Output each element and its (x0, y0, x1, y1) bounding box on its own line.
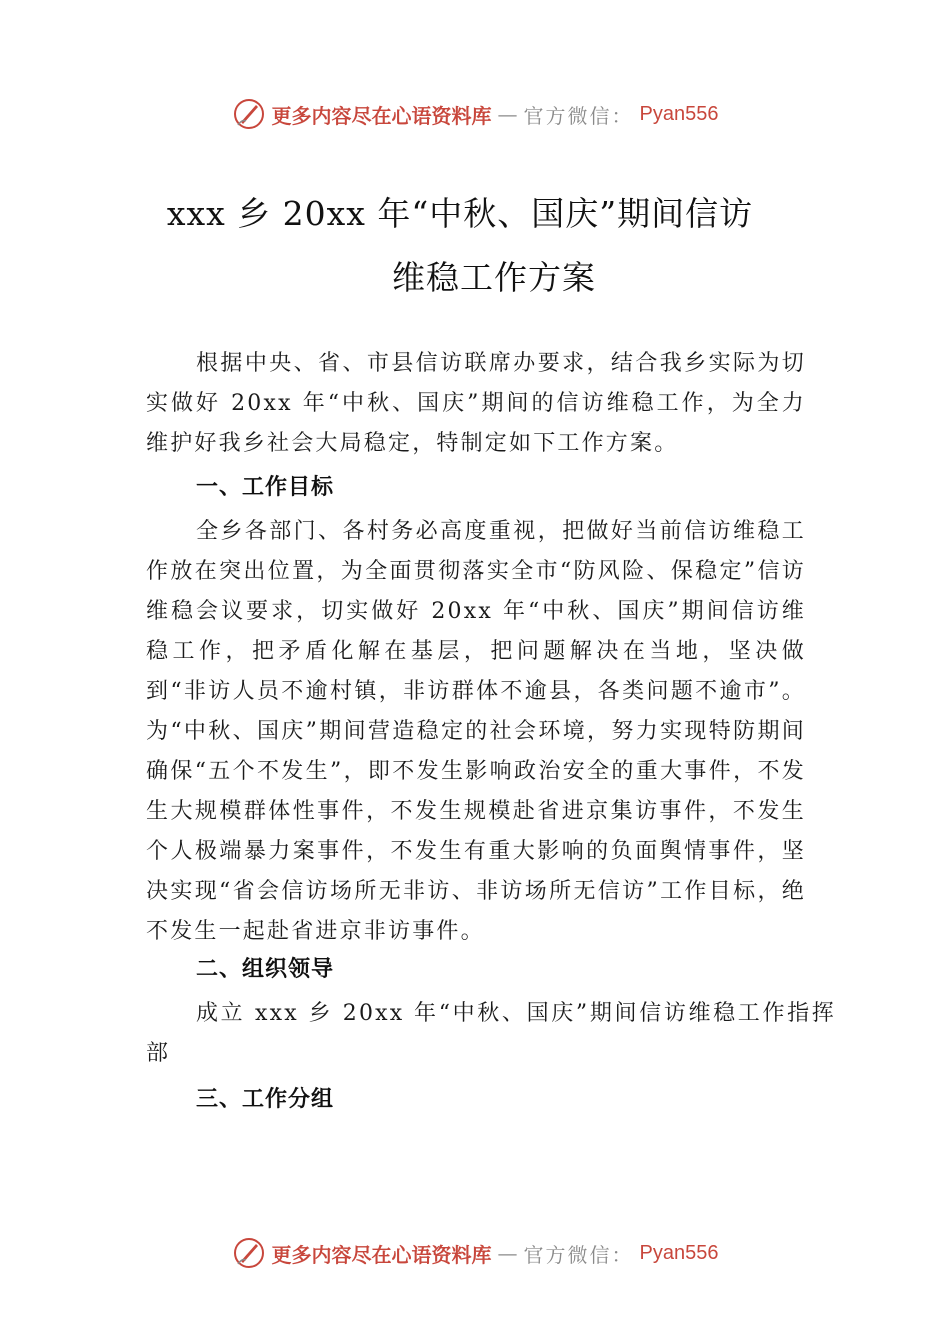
organization-paragraph (146, 994, 836, 1074)
organization-paragraph-text: 成立 xxx 乡 20xx 年“中秋、国庆”期间信访维稳工作指挥部 (146, 1001, 836, 1066)
section-heading-organization: 二、组织领导 (196, 957, 335, 982)
quill-circle-logo-icon (232, 1236, 266, 1270)
banner-left-text: 更多内容尽在心语资料库 (271, 1242, 492, 1267)
goals-paragraph (146, 512, 806, 952)
banner-dash: — (497, 102, 518, 126)
intro-paragraph (146, 344, 806, 464)
intro-paragraph-text: 根据中央、省、市县信访联席办要求，结合我乡实际为切实做好 20xx 年“中秋、国庆”期间的信访维稳工作，为全力维护好我乡社会大局稳定，特制定如下工作方案。 (146, 351, 806, 456)
section-heading-groups: 三、工作分组 (196, 1087, 335, 1112)
banner-dash: — (497, 1241, 518, 1265)
banner-id-text: Pyan556 (639, 1241, 719, 1264)
banner-right-text: 官方微信： (523, 103, 634, 128)
footer-banner (0, 1233, 950, 1273)
banner-id-text: Pyan556 (639, 102, 719, 125)
banner-left-text: 更多内容尽在心语资料库 (271, 103, 492, 128)
document-title-line-1: xxx 乡 20xx 年“中秋、国庆”期间信访 (166, 194, 754, 233)
goals-paragraph-text: 全乡各部门、各村务必高度重视，把做好当前信访维稳工作放在突出位置，为全面贯彻落实全市“防风险、保稳定”信访维稳会议要求，切实做好 20xx 年“中秋、国庆”期间信访维稳工作，把矛盾化解在基层，把问题解决在当地，坚决做到“非访人员不逾村镇，非访群体不逾县，各类问题不逾市”。为“中秋、国庆”期间营造稳定的社会环境，努力实现特防期间确保“五个不发生”，即不发生影响政治安全的重大事件，不发生大规模群体性事件，不发生规模赴省进京集访事件，不发生个人极端暴力案事件，不发生有重大影响的负面舆情事件，坚决实现“省会信访场所无非访、非访场所无信访”工作目标，绝不发生一起赴省进京非访事件。 (146, 519, 806, 944)
banner-right-text: 官方微信： (523, 1242, 634, 1267)
document-title-line-2: 维稳工作方案 (392, 258, 596, 297)
section-heading-goals: 一、工作目标 (196, 475, 335, 500)
header-banner (0, 94, 950, 134)
quill-circle-logo-icon (232, 97, 266, 131)
